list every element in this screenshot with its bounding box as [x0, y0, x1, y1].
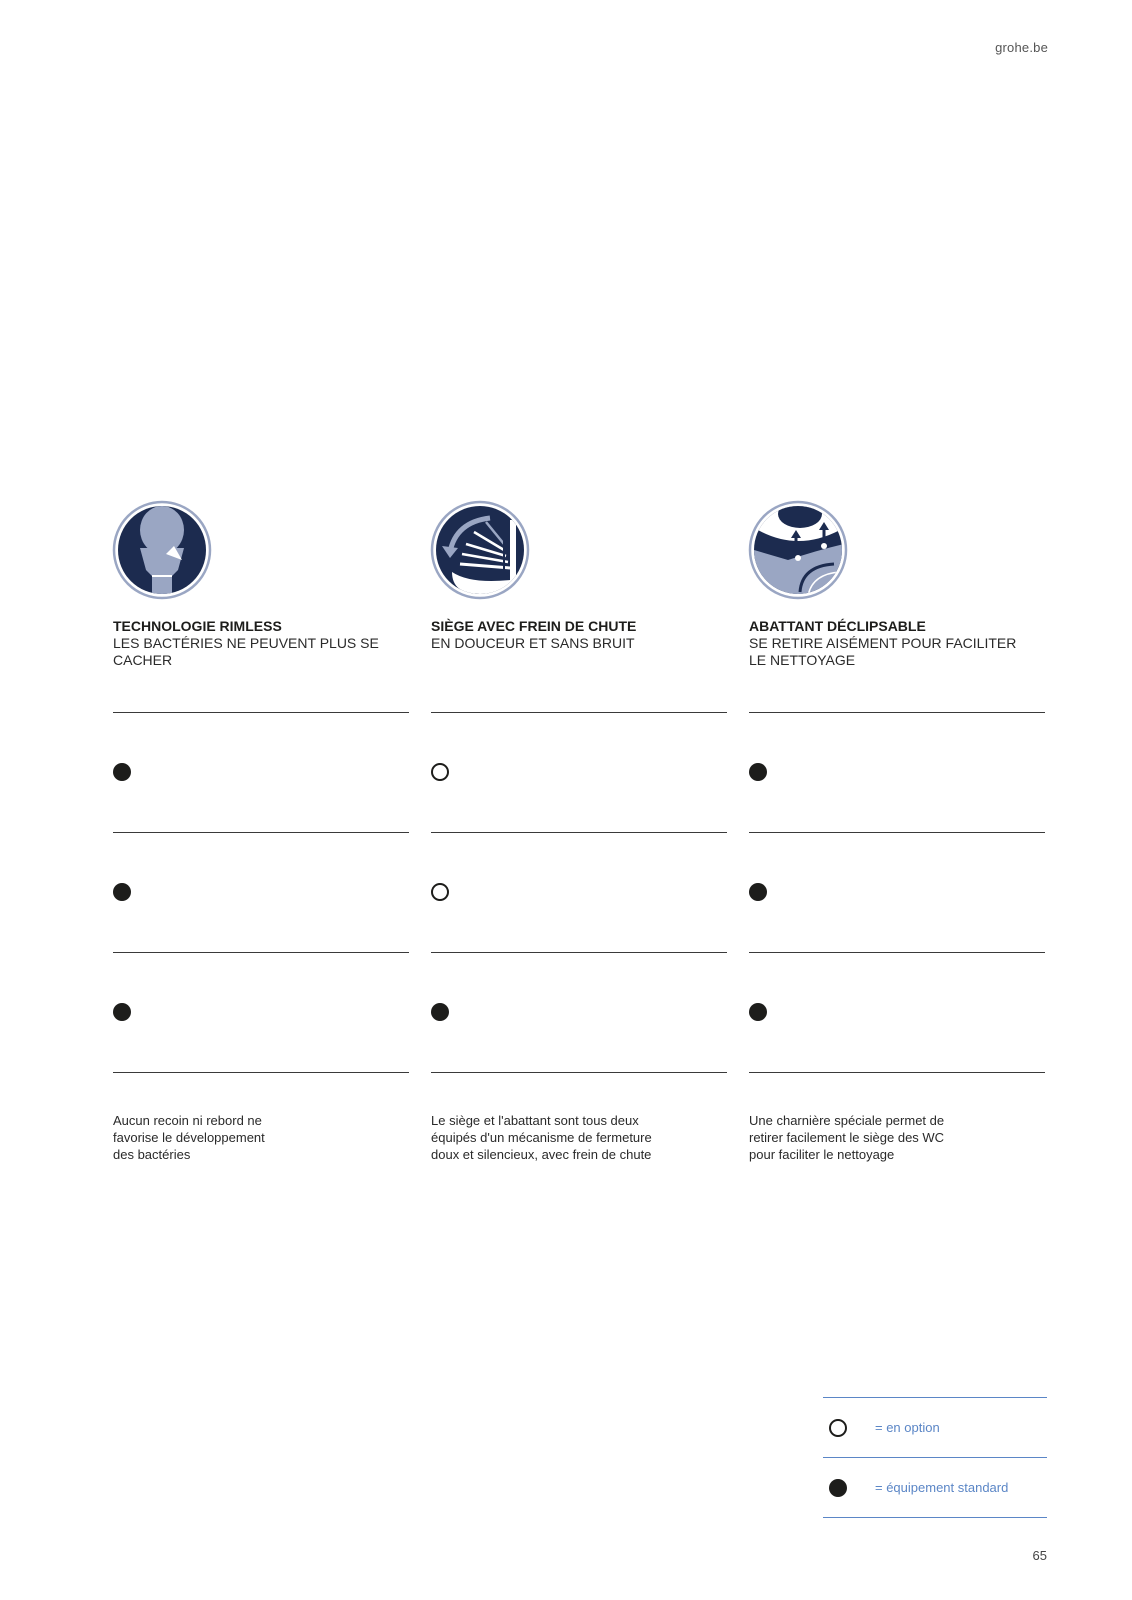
feature-title: SIÈGE AVEC FREIN DE CHUTE — [431, 618, 637, 634]
matrix-dot — [749, 1003, 767, 1021]
matrix-dot — [749, 763, 767, 781]
matrix-dot — [431, 883, 449, 901]
row-divider — [431, 712, 727, 713]
legend-option-label: = en option — [875, 1420, 940, 1435]
feature-soft-close — [431, 500, 727, 652]
matrix-dot — [749, 883, 767, 901]
feature-subtitle: EN DOUCEUR ET SANS BRUIT — [431, 635, 635, 651]
feature-rimless — [113, 500, 409, 669]
legend-divider — [823, 1457, 1047, 1458]
row-divider — [749, 832, 1045, 833]
feature-subtitle: SE RETIRE AISÉMENT POUR FACILITER LE NETTOYAGE — [749, 635, 1017, 668]
feature-removable-seat — [749, 500, 1045, 669]
matrix-dot — [113, 1003, 131, 1021]
soft-close-seat-icon — [430, 500, 530, 600]
matrix-dot — [113, 883, 131, 901]
matrix-dot — [113, 763, 131, 781]
matrix-dot — [431, 763, 449, 781]
feature-title: ABATTANT DÉCLIPSABLE — [749, 618, 926, 634]
row-divider — [431, 952, 727, 953]
site-url[interactable]: grohe.be — [995, 40, 1048, 55]
removable-seat-icon — [748, 500, 848, 600]
legend-standard-label: = équipement standard — [875, 1480, 1009, 1495]
row-divider — [431, 832, 727, 833]
filled-circle-icon — [829, 1479, 847, 1497]
feature-description: Aucun recoin ni rebord ne favorise le développement des bactéries — [113, 1113, 265, 1162]
row-divider — [749, 952, 1045, 953]
row-divider — [431, 1072, 727, 1073]
legend-divider — [823, 1517, 1047, 1518]
feature-description: Une charnière spéciale permet de retirer facilement le siège des WC pour faciliter le nettoyage — [749, 1113, 945, 1162]
row-divider — [113, 952, 409, 953]
feature-title: TECHNOLOGIE RIMLESS — [113, 618, 282, 634]
open-circle-icon — [829, 1419, 847, 1437]
row-divider — [113, 832, 409, 833]
row-divider — [749, 1072, 1045, 1073]
row-divider — [113, 1072, 409, 1073]
feature-description: Le siège et l'abattant sont tous deux équipés d'un mécanisme de fermeture doux et silencieux, avec frein de chute — [431, 1113, 652, 1162]
page-number: 65 — [1032, 1548, 1047, 1563]
matrix-dot — [431, 1003, 449, 1021]
legend-divider — [823, 1397, 1047, 1398]
feature-subtitle: LES BACTÉRIES NE PEUVENT PLUS SE CACHER — [113, 635, 379, 668]
row-divider — [113, 712, 409, 713]
rimless-bowl-icon — [112, 500, 212, 600]
row-divider — [749, 712, 1045, 713]
